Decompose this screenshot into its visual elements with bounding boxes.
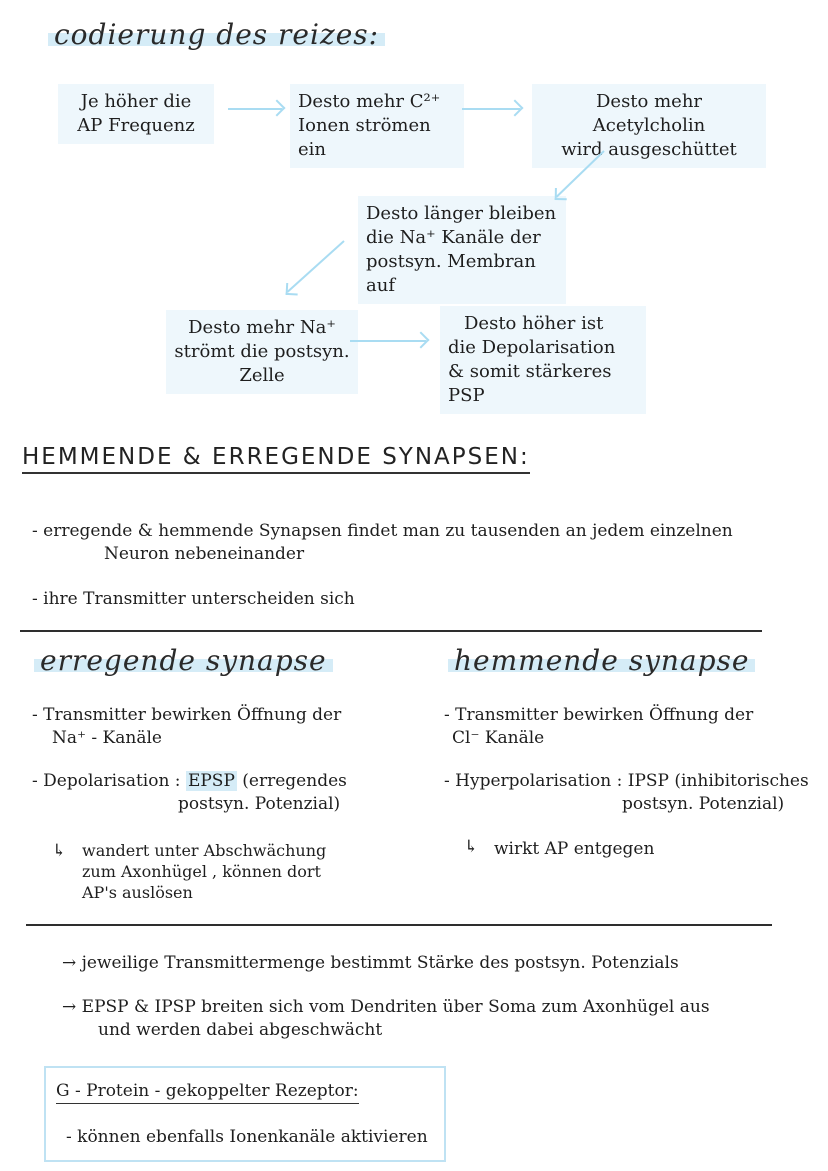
erregende-heading bbox=[34, 644, 333, 677]
erregende-sub-note: wandert unter Abschwächung zum Axonhügel , können dort AP's auslösen bbox=[82, 841, 327, 902]
flow-step-depolarisation: Desto höher ist die Depolarisation & somit stärkeres PSP bbox=[440, 306, 646, 414]
divider-bottom bbox=[26, 924, 772, 926]
synapsen-bullet-1: - erregende & hemmende Synapsen findet man zu tausenden an jedem einzelnen Neuron nebeneinander bbox=[32, 521, 733, 564]
flow-arrow-4 bbox=[287, 240, 345, 292]
conclusion-2: → EPSP & IPSP breiten sich vom Dendriten über Soma zum Axonhügel aus und werden dabei abgeschwächt bbox=[62, 997, 710, 1040]
divider-top bbox=[20, 630, 762, 632]
hemmende-bullet-2: - Hyperpolarisation : IPSP (inhibitorisches postsyn. Potenzial) bbox=[444, 771, 809, 814]
erregende-sub-arrow: ↳ bbox=[52, 841, 67, 861]
erregende-bullet-2: - Depolarisation : EPSP (erregendes postsyn. Potenzial) bbox=[32, 771, 347, 814]
codierung-title: codierung des reizes: bbox=[48, 18, 385, 51]
flow-arrow-1 bbox=[228, 108, 282, 110]
codierung-heading bbox=[48, 18, 385, 51]
hemmende-sub-note: wirkt AP entgegen bbox=[494, 839, 655, 859]
flow-step-ap-frequenz: Je höher die AP Frequenz bbox=[58, 84, 214, 144]
hemmende-bullet-1: - Transmitter bewirken Öffnung der Cl⁻ Kanäle bbox=[444, 705, 754, 748]
flow-step-acetylcholin: Desto mehr Acetylcholin wird ausgeschüttet bbox=[532, 84, 766, 168]
g-protein-bullet: - können ebenfalls Ionenkanäle aktivieren bbox=[66, 1127, 428, 1147]
flow-step-na-channels-open: Desto länger bleiben die Na⁺ Kanäle der postsyn. Membran auf bbox=[358, 196, 566, 304]
hemmende-heading bbox=[448, 644, 755, 677]
right-arrow-icon: → bbox=[62, 997, 77, 1017]
synapsen-heading: HEMMENDE & ERREGENDE SYNAPSEN: bbox=[22, 444, 530, 470]
synapsen-bullet-2: - ihre Transmitter unterscheiden sich bbox=[32, 589, 355, 609]
flow-arrow-5 bbox=[350, 340, 426, 342]
flow-arrow-2 bbox=[462, 108, 520, 110]
right-arrow-icon: → bbox=[62, 953, 77, 973]
flow-step-calcium-influx: Desto mehr C²⁺ Ionen strömen ein bbox=[290, 84, 464, 168]
hemmende-title: hemmende synapse bbox=[448, 644, 755, 677]
erregende-title: erregende synapse bbox=[34, 644, 333, 677]
hemmende-sub-arrow: ↳ bbox=[464, 837, 479, 857]
erregende-bullet-1: - Transmitter bewirken Öffnung der Na⁺ - Kanäle bbox=[32, 705, 342, 748]
g-protein-title: G - Protein - gekoppelter Rezeptor: bbox=[56, 1080, 359, 1104]
flow-step-na-influx: Desto mehr Na⁺ strömt die postsyn. Zelle bbox=[166, 310, 358, 394]
conclusion-1: → jeweilige Transmittermenge bestimmt Stärke des postsyn. Potenzials bbox=[62, 953, 679, 973]
epsp-term: EPSP bbox=[187, 771, 235, 791]
